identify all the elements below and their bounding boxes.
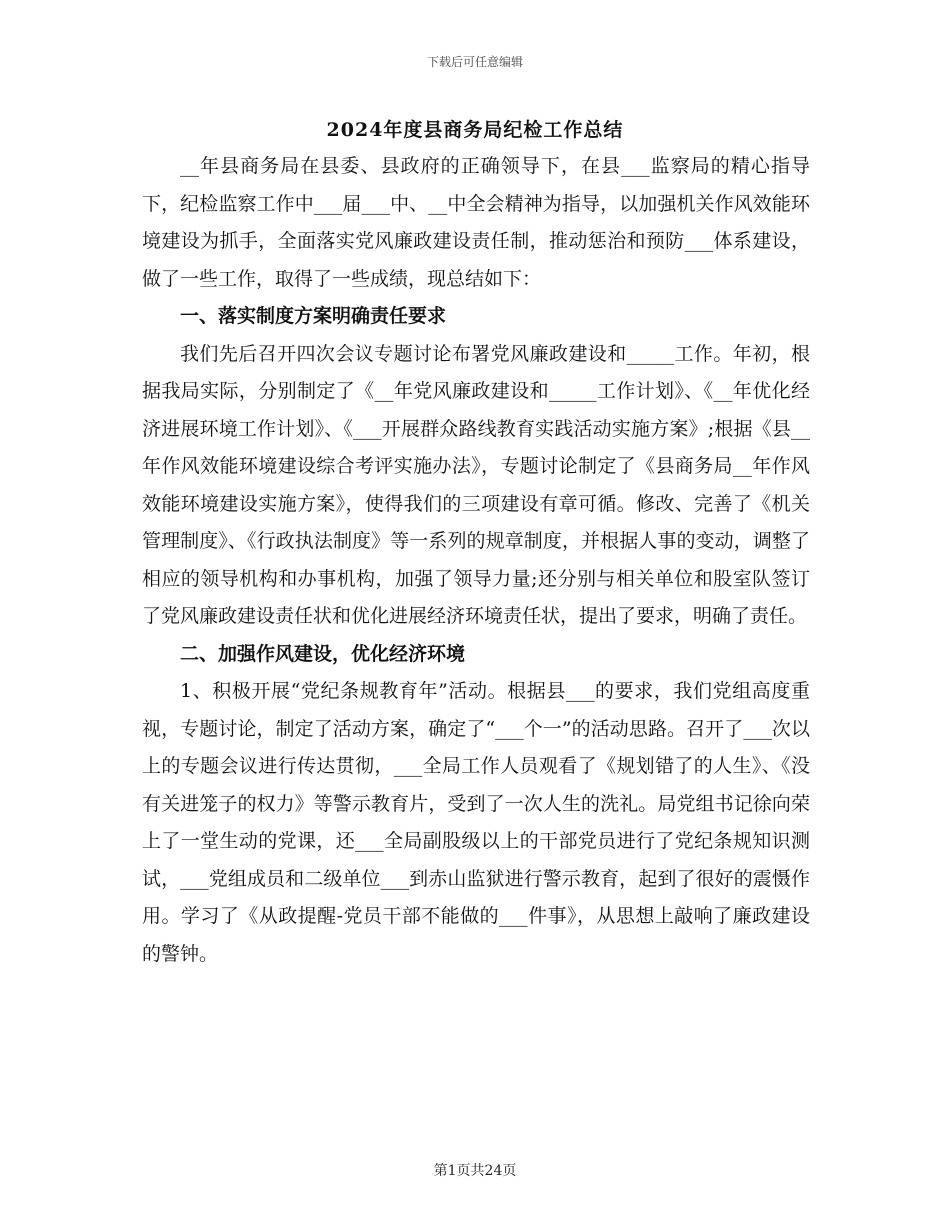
section-1-paragraph: 我们先后召开四次会议专题讨论布署党风廉政建设和_____工作。年初，根据我局实际，分别制定了《__年党风廉政建设和_____工作计划》、《__年优化经济进展环境工作计划》、《___开展群众路线教育实践活动实施方案》;根据《县__年作风效能环境建设综合考评实施办法》，专题讨论制定了《县商务局__年作风效能环境建设实施方案》，使得我们的三项建设有章可循。修改、完善了《机关管理制度》、《行政执法制度》等一系列的规章制度，并根据人事的变动，调整了相应的领导机构和办事机构，加强了领导力量;还分别与相关单位和股室队签订了党风廉政建设责任状和优化进展经济环境责任状，提出了要求，明确了责任。: [142, 342, 810, 627]
document-title: 2024年度县商务局纪检工作总结: [326, 119, 624, 141]
section-2-paragraph: 1、积极开展“党纪条规教育年”活动。根据县___的要求，我们党组高度重视，专题讨论，制定了活动方案，确定了“___个一”的活动思路。召开了___次以上的专题会议进行传达贯彻，___全局工作人员观看了《规划错了的人生》、《没有关进笼子的权力》等警示教育片，受到了一次人生的洗礼。局党组书记徐向荣上了一堂生动的党课，还___全局副股级以上的干部党员进行了党纪条规知识测试，___党组成员和二级单位___到赤山监狱进行警示教育，起到了很好的震慑作用。学习了《从政提醒-党员干部不能做的___件事》，从思想上敲响了廉政建设的警钟。: [142, 680, 810, 965]
document-body: [142, 148, 810, 973]
page-header-note: 下载后可任意编辑: [426, 55, 523, 69]
section-heading-1: 一、落实制度方案明确责任要求: [180, 305, 447, 327]
intro-paragraph: __年县商务局在县委、县政府的正确领导下，在县___监察局的精心指导下，纪检监察工作中___届___中、__中全会精神为指导，以加强机关作风效能环境建设为抓手，全面落实党风廉政建设责任制，推动惩治和预防___体系建设，做了一些工作，取得了一些成绩，现总结如下：: [142, 155, 810, 290]
section-heading-2: 二、加强作风建设，优化经济环境: [180, 642, 466, 665]
page-number: 第1页共24页: [433, 1163, 517, 1179]
